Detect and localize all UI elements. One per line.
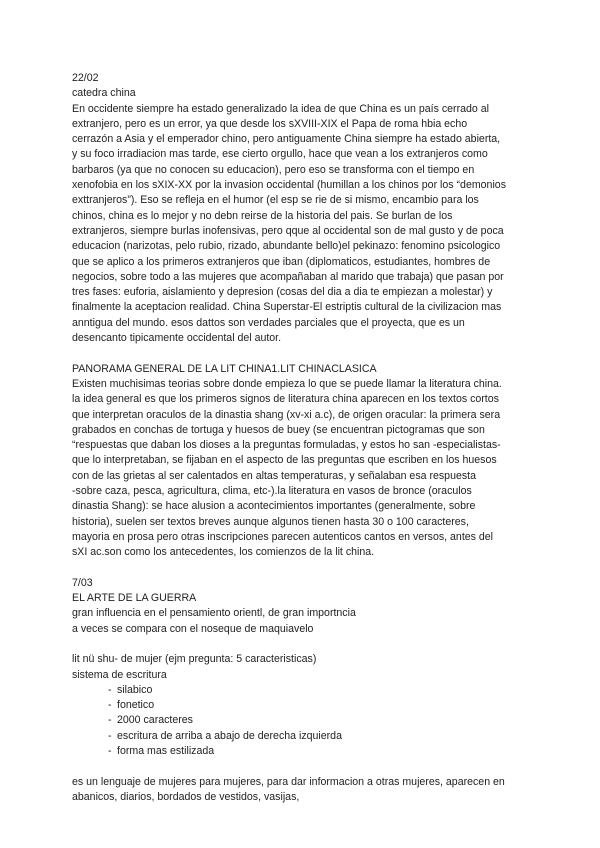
text-line: y su foco irradiacion mas tarde, ese cierto orgullo, hace que vean a los extranjeros como: [72, 148, 488, 161]
text-line: sXI ac.son como los antecedentes, los comienzos de la lit china.: [72, 546, 375, 559]
date-heading: 22/02: [72, 72, 99, 84]
text-line: tres fases: euforia, aislamiento y depresion (cosas del dia a dia te empiezan a molestar) y: [72, 286, 493, 299]
dash-bullet-icon: -: [108, 699, 112, 712]
text-line: la idea general es que los primeros signos de literatura china aparecen en los textos cortos: [72, 393, 499, 406]
section-panorama: [72, 362, 542, 561]
date-heading: 7/03: [72, 576, 93, 589]
text-line: con de las grietas al ser calentados en altas temperaturas, y señalaban esa respuesta: [72, 469, 476, 482]
text-line: abanicos, diarios, bordados de vestidos, vasijas,: [72, 790, 300, 803]
text-line: anntigua del mundo. esos dattos son verdades parciales que el proyecta, que es un: [72, 316, 465, 329]
section-lenguaje-mujeres: [72, 775, 542, 806]
paragraph-gap: [72, 637, 542, 652]
text-line: lit nü shu- de mujer (ejm pregunta: 5 caracteristicas): [72, 653, 317, 666]
list-item: [72, 698, 542, 713]
list-item: [72, 683, 542, 698]
list-item-text: forma mas estilizada: [117, 745, 215, 758]
text-line: chinos, china es lo mejor y no debn reirse de la historia del pais. Se burlan de los: [72, 209, 453, 222]
text-line: es un lenguaje de mujeres para mujeres, para dar informacion a otras mujeres, aparecen en: [72, 775, 505, 788]
text-line: que se aplico a los primeros extranjeros que iban (diplomaticos, estudiantes, hombres de: [72, 255, 491, 268]
dash-bullet-icon: -: [108, 714, 112, 727]
text-line: negocios, sobre todo a las mujeres que acompañaban al marido que trabaja) que pasan por: [72, 270, 504, 283]
text-line: Existen muchisimas teorias sobre donde empieza lo que se puede llamar la literatura china.: [72, 377, 502, 390]
list-item-text: fonetico: [117, 699, 155, 712]
paragraph: [72, 377, 542, 561]
paragraph-gap: [72, 759, 542, 774]
list-item: [72, 744, 542, 759]
text-line: extranjeros, siempre burlas inofensivas, pero qque al occidental son de mal gusto y de poca: [72, 224, 504, 237]
text-line: xenofobia en los sXIX-XX por la invasion occidental (humillan a los chinos por los “demonios: [72, 179, 506, 192]
section-catedra-china: [72, 71, 542, 346]
text-line: dinastia Shang): se hace alusion a acontecimientos importantes (generalmente, sobre: [72, 500, 476, 513]
list-item-text: escritura de arriba a abajo de derecha izquierda: [117, 729, 342, 742]
text-line: “respuestas que daban los dioses a la preguntas formuladas, y estos ho san -especialistas-: [72, 439, 501, 452]
text-line: grabados en conchas de tortuga y huesos de buey (se encuentran pictogramas que son: [72, 423, 485, 436]
text-line: -sobre caza, pesca, agricultura, clima, etc-).la literatura en vasos de bronce (oraculos: [72, 485, 472, 498]
text-line: En occidente siempre ha estado generalizado la idea de que China es un país cerrado al: [72, 102, 489, 115]
dash-bullet-icon: -: [108, 683, 112, 696]
text-line: cerrazón a Asia y el emperador chino, pero antiguamente China siempre ha estado abierta,: [72, 133, 501, 146]
dash-bullet-icon: -: [108, 745, 112, 758]
section-nu-shu: [72, 652, 542, 759]
text-line: finalmente la aceptacion realidad. China Superstar-El estriptis cultural de la civilizacion mas: [72, 301, 502, 314]
text-line: historia), suelen ser textos breves aunque algunos tienen hasta 30 o 100 caracteres,: [72, 515, 469, 528]
text-line: sistema de escritura: [72, 668, 167, 681]
list-item-text: 2000 caracteres: [117, 714, 193, 727]
dash-bullet-icon: -: [108, 729, 112, 742]
text-line: extranjero, pero es un error, ya que desde los sXVIII-XIX el Papa de roma hbia echo: [72, 117, 468, 130]
text-line: educacion (narizotas, pelo rubio, rizado, abundante bello)el pekinazo: fenomino psicologico: [72, 240, 501, 253]
document-body: [72, 71, 542, 805]
paragraph-gap: [72, 561, 542, 576]
paragraph-gap: [72, 346, 542, 361]
text-line: a veces se compara con el noseque de maquiavelo: [72, 622, 314, 635]
list-item-text: silabico: [117, 683, 153, 696]
text-line: que interpretan oraculos de la dinastia shang (xv-xi a.c), de origen oracular: la primera sera: [72, 408, 501, 421]
list-item: [72, 713, 542, 728]
text-line: barbaros (ya que no conocen su educacion), pero eso se transforma con el tiempo en: [72, 163, 475, 176]
text-line: desencanto tipicamente occidental del autor.: [72, 332, 282, 345]
section-heading: PANORAMA GENERAL DE LA LIT CHINA1.LIT CHINACLASICA: [72, 362, 377, 375]
section-arte-guerra: [72, 576, 542, 637]
list-item: [72, 729, 542, 744]
text-line: gran influencia en el pensamiento orientl, de gran importncia: [72, 607, 356, 620]
section-heading: EL ARTE DE LA GUERRA: [72, 592, 197, 605]
text-line: que lo interpretaban, se fijaban en el aspecto de las preguntas que escriben en los huesos: [72, 454, 497, 467]
bullet-list: [72, 683, 542, 759]
section-subtitle: catedra china: [72, 87, 136, 100]
text-line: mayoria en prosa pero otras inscripciones parecen autenticos cantos en versos, antes del: [72, 530, 494, 543]
text-line: exttranjeros”). Eso se refleja en el humor (el esp se rie de si mismo, encambio para los: [72, 194, 479, 207]
paragraph: [72, 102, 542, 347]
